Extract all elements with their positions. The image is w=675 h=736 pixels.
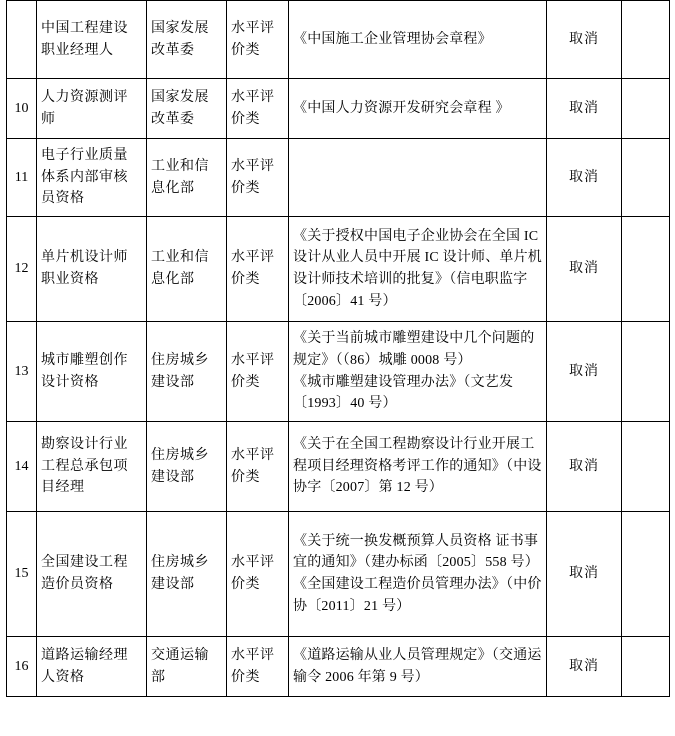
cell-name: 勘察设计行业工程总承包项目经理 (37, 422, 147, 512)
table-row (7, 217, 670, 322)
occupational-qualification-table (6, 0, 670, 697)
cell-basis (289, 422, 547, 512)
cell-remark (622, 322, 670, 422)
cell-name: 中国工程建设职业经理人 (37, 1, 147, 79)
basis-line: 《城市雕塑建设管理办法》（文艺发〔1993〕40 号） (293, 374, 514, 412)
cell-number: 12 (7, 217, 37, 322)
cell-action: 取消 (547, 512, 622, 637)
table-body (7, 1, 670, 697)
cell-name: 人力资源测评师 (37, 79, 147, 139)
cell-department: 住房城乡建设部 (147, 422, 227, 512)
cell-number: 10 (7, 79, 37, 139)
cell-action: 取消 (547, 217, 622, 322)
cell-department: 国家发展改革委 (147, 79, 227, 139)
cell-action: 取消 (547, 322, 622, 422)
cell-number: 16 (7, 637, 37, 697)
cell-basis (289, 322, 547, 422)
basis-line: 《全国建设工程造价员管理办法》（中价协〔2011〕21 号） (293, 577, 542, 614)
cell-remark (622, 217, 670, 322)
cell-basis (289, 139, 547, 217)
cell-name: 道路运输经理人资格 (37, 637, 147, 697)
cell-category: 水平评价类 (227, 512, 289, 637)
cell-department: 国家发展改革委 (147, 1, 227, 79)
table-row (7, 139, 670, 217)
basis-line: 《关于当前城市雕塑建设中几个问题的规定》（（86）城雕 0008 号） (293, 331, 535, 368)
cell-number: 15 (7, 512, 37, 637)
table-row (7, 322, 670, 422)
cell-category: 水平评价类 (227, 79, 289, 139)
basis-line: 《关于授权中国电子企业协会在全国 IC 设计从业人员中开展 IC 设计师、单片机设计师技术培训的批复》（信电职监字〔2006〕41 号） (293, 228, 542, 309)
basis-line: 《中国施工企业管理协会章程》 (293, 31, 492, 47)
cell-action: 取消 (547, 422, 622, 512)
cell-action: 取消 (547, 79, 622, 139)
cell-category: 水平评价类 (227, 217, 289, 322)
basis-line: 《道路运输从业人员管理规定》（交通运输令 2006 年第 9 号） (293, 647, 542, 685)
table-row (7, 422, 670, 512)
cell-name: 电子行业质量体系内部审核员资格 (37, 139, 147, 217)
cell-category: 水平评价类 (227, 139, 289, 217)
cell-department: 工业和信息化部 (147, 217, 227, 322)
table-row (7, 1, 670, 79)
cell-department: 交通运输部 (147, 637, 227, 697)
cell-basis (289, 512, 547, 637)
basis-line: 《中国人力资源开发研究会章程 》 (293, 100, 510, 116)
table-row (7, 512, 670, 637)
cell-remark (622, 139, 670, 217)
cell-department: 住房城乡建设部 (147, 322, 227, 422)
cell-category: 水平评价类 (227, 637, 289, 697)
cell-action: 取消 (547, 1, 622, 79)
cell-remark (622, 637, 670, 697)
cell-number: 13 (7, 322, 37, 422)
cell-basis (289, 637, 547, 697)
cell-category: 水平评价类 (227, 322, 289, 422)
cell-number (7, 1, 37, 79)
basis-line: 《关于统一换发概预算人员资格 证书事宜的通知》（建办标函〔2005〕558 号） (293, 533, 539, 571)
table-row (7, 79, 670, 139)
cell-basis (289, 1, 547, 79)
cell-remark (622, 422, 670, 512)
cell-remark (622, 512, 670, 637)
cell-name: 全国建设工程造价员资格 (37, 512, 147, 637)
cell-action: 取消 (547, 637, 622, 697)
cell-number: 11 (7, 139, 37, 217)
cell-name: 城市雕塑创作设计资格 (37, 322, 147, 422)
cell-number: 14 (7, 422, 37, 512)
cell-department: 工业和信息化部 (147, 139, 227, 217)
cell-action: 取消 (547, 139, 622, 217)
cell-remark (622, 1, 670, 79)
cell-category: 水平评价类 (227, 422, 289, 512)
cell-department: 住房城乡建设部 (147, 512, 227, 637)
basis-line: 《关于在全国工程勘察设计行业开展工程项目经理资格考评工作的通知》（中设协字〔2007〕第 12 号） (293, 436, 542, 496)
cell-name: 单片机设计师职业资格 (37, 217, 147, 322)
table-row (7, 637, 670, 697)
cell-remark (622, 79, 670, 139)
cell-basis (289, 79, 547, 139)
cell-basis (289, 217, 547, 322)
cell-category: 水平评价类 (227, 1, 289, 79)
